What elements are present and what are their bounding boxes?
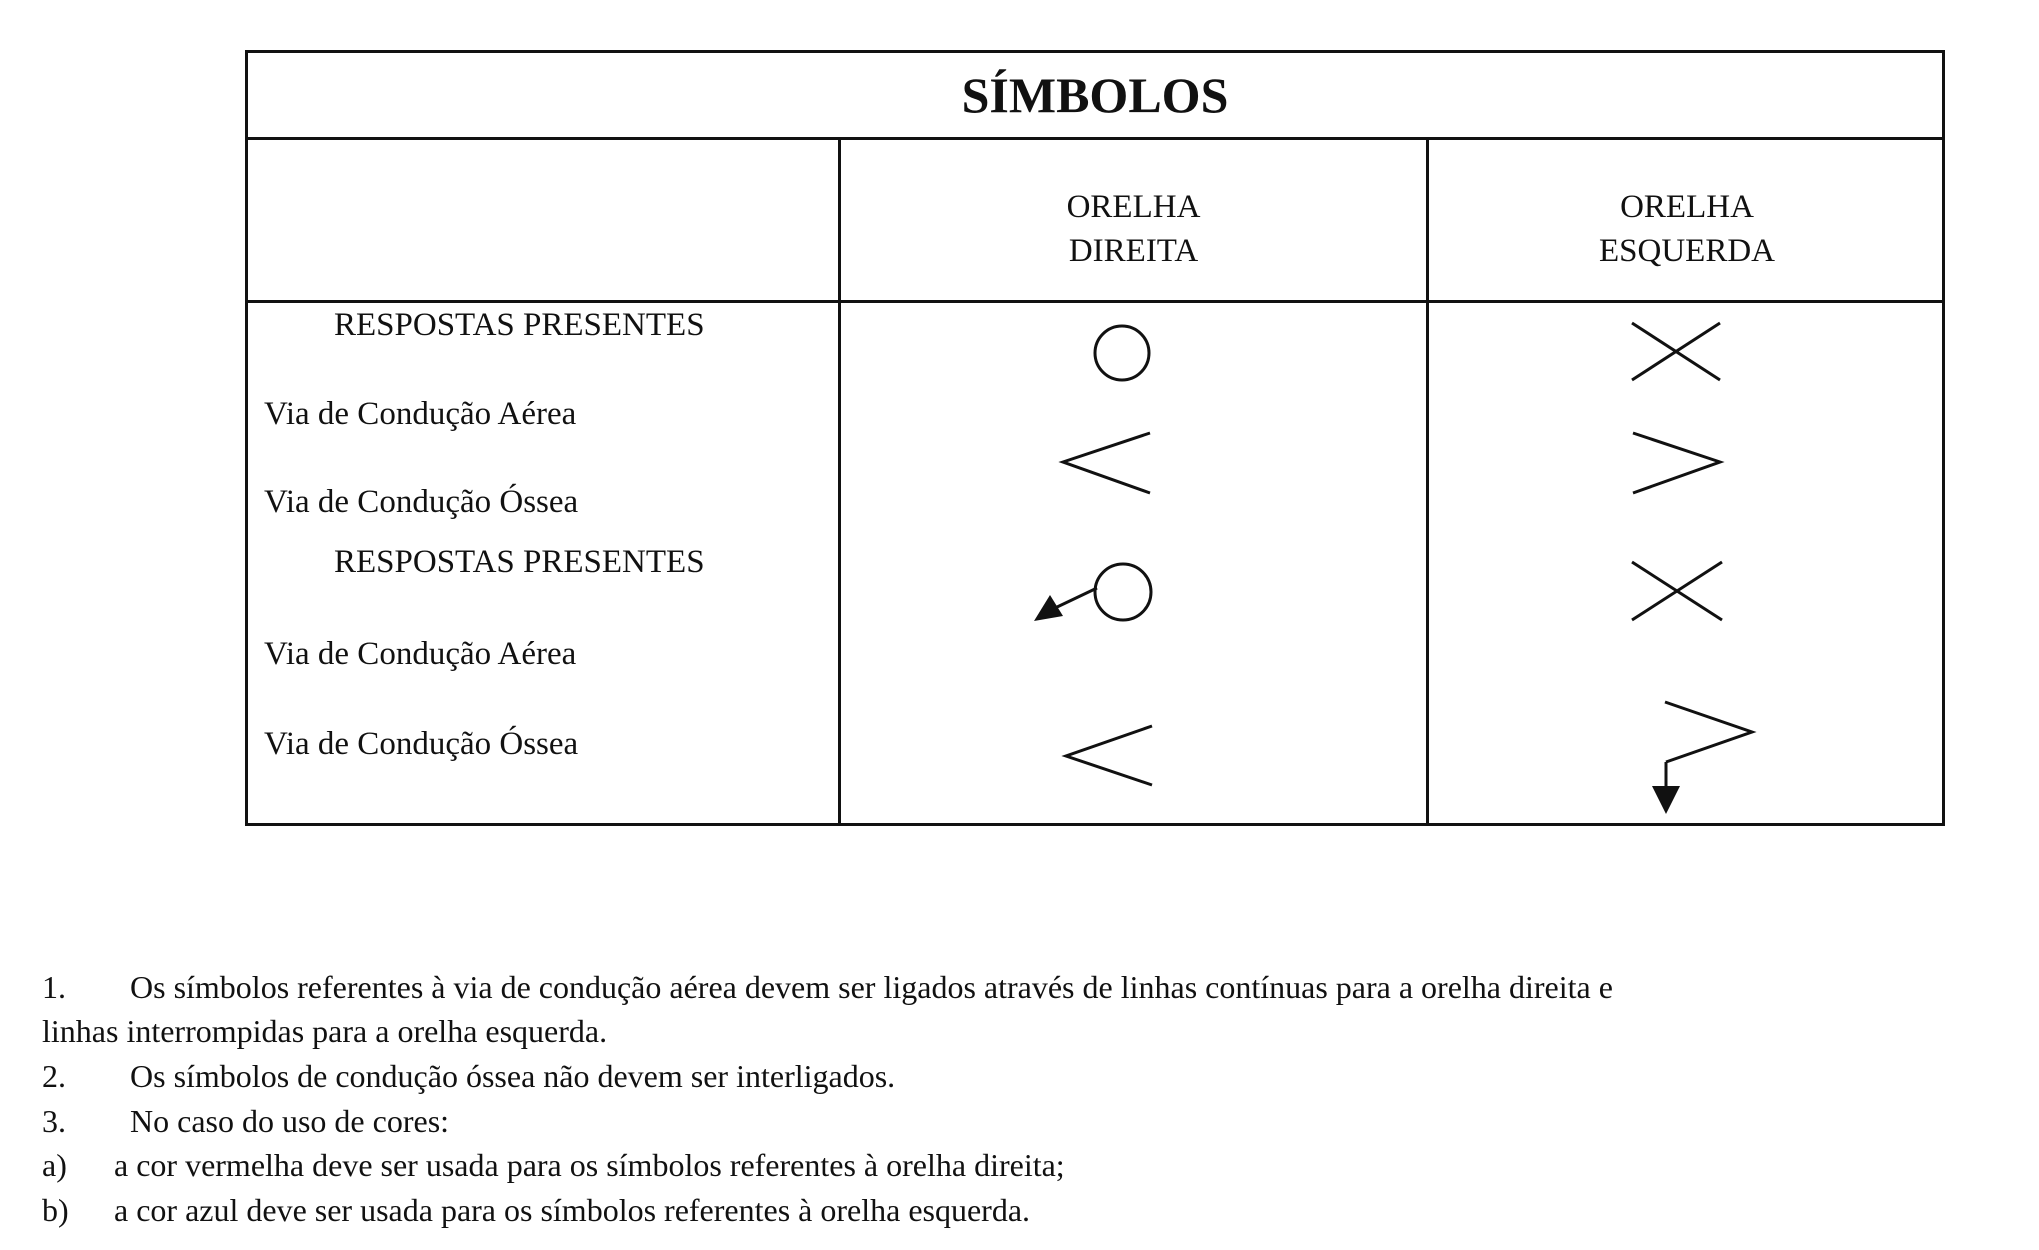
left-bone-greater-than-symbol	[1633, 433, 1720, 493]
note-b	[42, 1188, 1030, 1232]
note-a	[42, 1143, 1065, 1187]
note-a-text: a cor vermelha deve ser usada para os símbolos referentes à orelha direita;	[114, 1147, 1065, 1183]
note-1	[42, 965, 1613, 1009]
left-air-no-response-cross-symbol	[1632, 562, 1722, 620]
note-1-number: 1.	[42, 969, 66, 1005]
left-air-cross-symbol	[1632, 323, 1720, 380]
note-a-label: a)	[42, 1147, 67, 1183]
left-ear-line1: ORELHA	[1620, 189, 1754, 225]
note-1-text: Os símbolos referentes à via de condução aérea devem ser ligados através de linhas contínuas para a orelha direita e	[130, 969, 1613, 1005]
note-3-number: 3.	[42, 1103, 66, 1139]
note-b-label: b)	[42, 1192, 69, 1228]
note-3-text: No caso do uso de cores:	[130, 1103, 450, 1139]
group1-bone-label: Via de Condução Óssea	[264, 484, 579, 520]
group2-heading: RESPOSTAS PRESENTES	[334, 544, 705, 580]
group2-bone-label: Via de Condução Óssea	[264, 726, 579, 762]
right-ear-line1: ORELHA	[1066, 189, 1201, 225]
note-3	[42, 1099, 449, 1143]
right-air-circle-symbol	[1095, 326, 1149, 380]
left-bone-no-response-symbol	[1652, 702, 1752, 814]
right-ear-line2: DIREITA	[1068, 233, 1199, 269]
table-title: SÍMBOLOS	[961, 67, 1229, 123]
note-b-text: a cor azul deve ser usada para os símbolos referentes à orelha esquerda.	[114, 1192, 1031, 1228]
note-2-text: Os símbolos de condução óssea não devem ser interligados.	[130, 1058, 896, 1094]
group2-air-label: Via de Condução Aérea	[264, 636, 577, 672]
left-ear-line2: ESQUERDA	[1598, 233, 1775, 269]
note-2-number: 2.	[42, 1058, 66, 1094]
note-2	[42, 1054, 895, 1098]
right-bone-less-than-symbol	[1063, 433, 1150, 493]
group1-heading: RESPOSTAS PRESENTES	[334, 307, 705, 343]
right-bone-no-response-less-than-symbol	[1066, 726, 1152, 785]
right-air-no-response-symbol	[1034, 564, 1151, 621]
group1-air-label: Via de Condução Aérea	[264, 396, 577, 432]
note-1-continuation: linhas interrompidas para a orelha esquerda.	[42, 1013, 608, 1049]
